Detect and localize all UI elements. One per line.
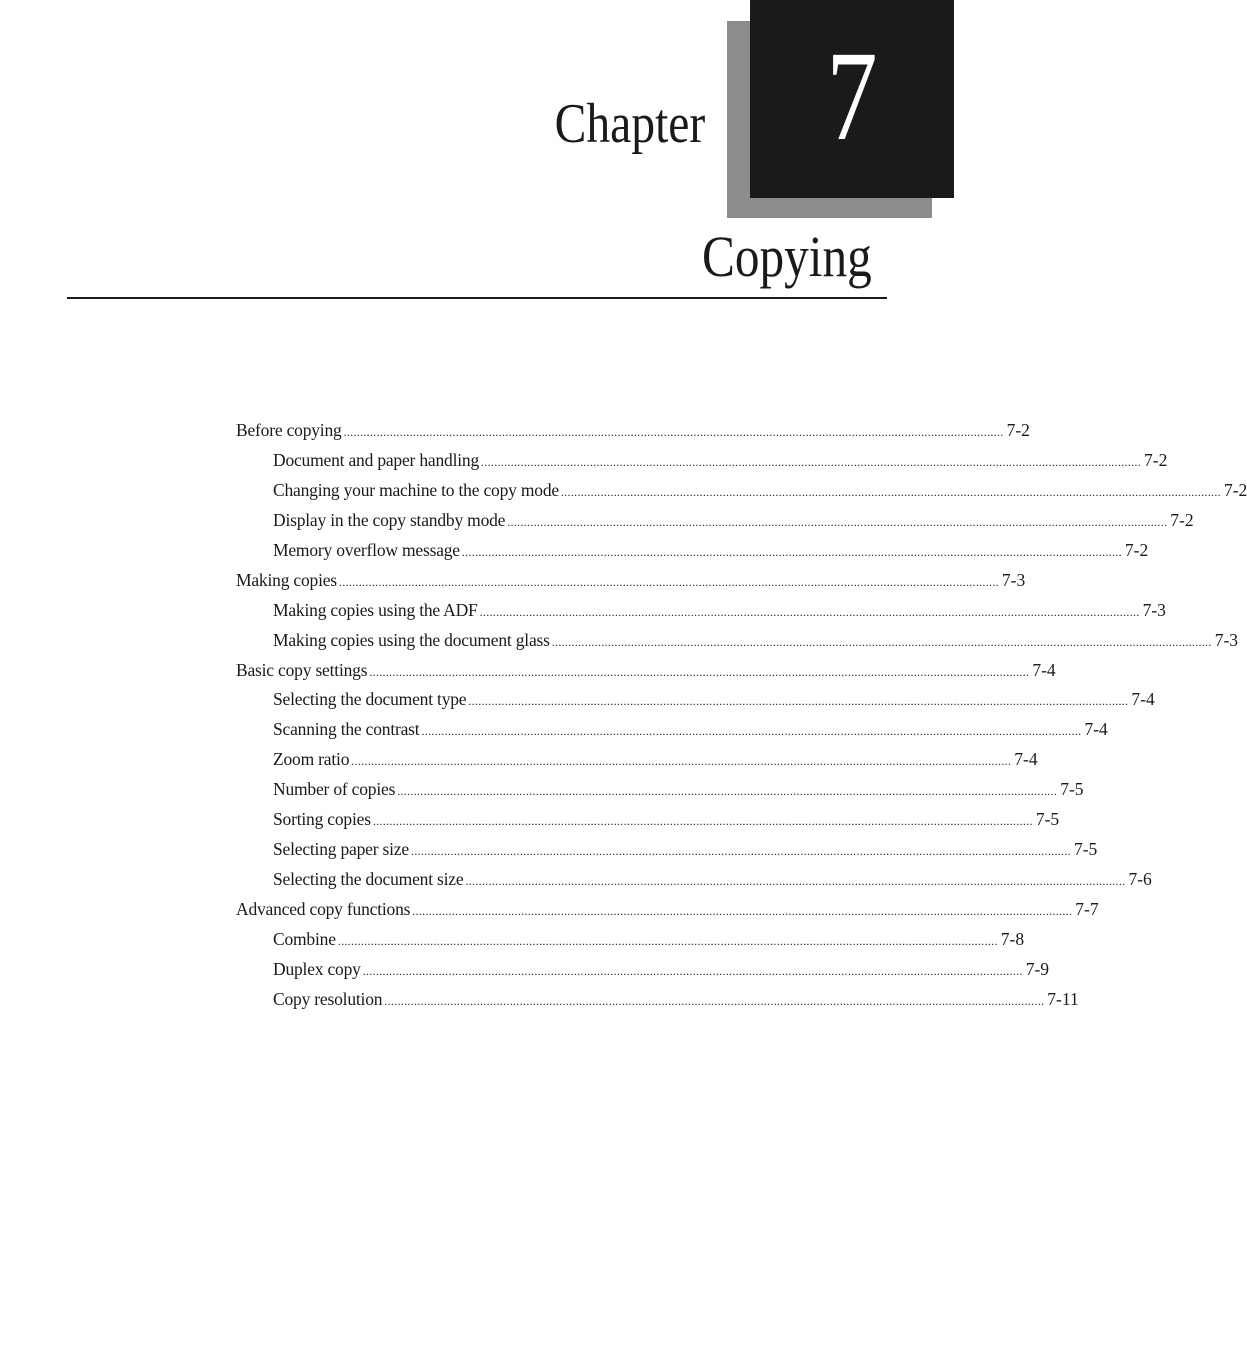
toc-entry-page: 7-2 — [1006, 420, 1030, 440]
toc-leader-dots: ........................................................................................................................................................................................................ — [412, 904, 1073, 918]
title-divider — [67, 297, 887, 299]
toc-entry[interactable] — [236, 479, 1247, 510]
chapter-number: 7 — [826, 25, 878, 167]
toc-entry-title: Document and paper handling — [273, 449, 479, 470]
toc-leader-dots: ........................................................................................................................................................................................................ — [372, 814, 1033, 829]
toc-entry-page: 7-5 — [1035, 809, 1060, 830]
toc-entry-page: 7-5 — [1073, 839, 1098, 860]
toc-entry-page: 7-3 — [1001, 569, 1026, 590]
toc-entry-title: Before copying — [236, 420, 342, 440]
toc-leader-dots: ........................................................................................................................................................................................................ — [369, 664, 1030, 679]
toc-entry-title: Zoom ratio — [273, 749, 350, 770]
toc-leader-dots: ........................................................................................................................................................................................................ — [560, 484, 1221, 499]
toc-leader-dots: ........................................................................................................................................................................................................ — [421, 724, 1082, 739]
toc-entry-page: 7-9 — [1025, 958, 1050, 979]
toc-entry-title: Changing your machine to the copy mode — [273, 479, 559, 500]
toc-entry-page: 7-8 — [1000, 928, 1025, 949]
toc-entry-page: 7-5 — [1060, 779, 1084, 800]
chapter-label: Chapter — [554, 93, 705, 155]
toc-entry-page: 7-4 — [1014, 749, 1038, 770]
toc-entry-title: Making copies using the ADF — [273, 599, 478, 620]
toc-entry[interactable] — [236, 569, 1026, 600]
toc-leader-dots: ........................................................................................................................................................................................................ — [384, 993, 1045, 1008]
toc-entry[interactable] — [236, 449, 1168, 480]
toc-entry-page: 7-7 — [1075, 899, 1099, 919]
chapter-number-box — [750, 0, 954, 198]
toc-entry-title: Duplex copy — [273, 958, 361, 979]
toc-entry[interactable] — [236, 839, 1098, 869]
toc-entry[interactable] — [236, 958, 1050, 989]
toc-entry-page: 7-3 — [1142, 599, 1166, 620]
toc-entry-title: Number of copies — [273, 779, 396, 800]
toc-entry[interactable] — [236, 420, 1030, 450]
toc-entry-page: 7-4 — [1084, 719, 1108, 740]
toc-entry-page: 7-2 — [1223, 479, 1247, 500]
toc-leader-dots: ........................................................................................................................................................................................................ — [461, 544, 1122, 559]
toc-entry[interactable] — [236, 629, 1239, 660]
toc-entry-title: Memory overflow message — [273, 539, 460, 560]
toc-entry-title: Selecting the document type — [273, 689, 467, 710]
toc-leader-dots: ........................................................................................................................................................................................................ — [343, 425, 1004, 439]
toc-entry[interactable] — [236, 809, 1060, 839]
toc-entry-title: Selecting paper size — [273, 839, 409, 860]
toc-leader-dots: ........................................................................................................................................................................................................ — [507, 514, 1168, 529]
toc-entry[interactable] — [236, 749, 1038, 779]
toc-entry-title: Scanning the contrast — [273, 719, 420, 740]
toc-entry[interactable] — [236, 899, 1099, 929]
toc-entry-page: 7-4 — [1131, 689, 1155, 710]
toc-leader-dots: ........................................................................................................................................................................................................ — [465, 874, 1126, 889]
toc-entry-page: 7-2 — [1144, 449, 1168, 470]
toc-entry[interactable] — [236, 779, 1084, 809]
toc-entry[interactable] — [236, 509, 1194, 540]
toc-leader-dots: ........................................................................................................................................................................................................ — [551, 634, 1212, 649]
toc-leader-dots: ........................................................................................................................................................................................................ — [410, 844, 1071, 859]
toc-leader-dots: ........................................................................................................................................................................................................ — [351, 754, 1012, 769]
toc-leader-dots: ........................................................................................................................................................................................................ — [468, 694, 1129, 709]
toc-entry-page: 7-6 — [1128, 869, 1152, 890]
toc-entry-title: Combine — [273, 928, 336, 949]
toc-entry-title: Display in the copy standby mode — [273, 509, 506, 530]
toc-entry[interactable] — [236, 928, 1025, 959]
toc-entry-page: 7-3 — [1214, 629, 1239, 650]
toc-entry-title: Making copies — [236, 569, 337, 590]
toc-entry-title: Basic copy settings — [236, 659, 368, 680]
toc-entry[interactable] — [236, 539, 1149, 570]
toc-entry-page: 7-4 — [1032, 659, 1056, 680]
toc-leader-dots: ........................................................................................................................................................................................................ — [338, 574, 999, 589]
toc-entry[interactable] — [236, 689, 1155, 719]
toc-leader-dots: ........................................................................................................................................................................................................ — [481, 454, 1141, 469]
toc-entry-title: Copy resolution — [273, 988, 383, 1009]
toc-entry[interactable] — [236, 659, 1056, 690]
toc-entry[interactable] — [236, 988, 1079, 1019]
toc-entry-page: 7-2 — [1170, 509, 1194, 530]
toc-leader-dots: ........................................................................................................................................................................................................ — [397, 784, 1058, 799]
toc-entry-title: Selecting the document size — [273, 869, 464, 890]
toc-leader-dots: ........................................................................................................................................................................................................ — [362, 963, 1023, 978]
toc-entry[interactable] — [236, 719, 1108, 749]
toc-entry-title: Sorting copies — [273, 809, 371, 830]
chapter-title: Copying — [702, 224, 872, 289]
toc-entry-title: Making copies using the document glass — [273, 629, 550, 650]
toc-entry-page: 7-11 — [1047, 988, 1079, 1009]
toc-leader-dots: ........................................................................................................................................................................................................ — [479, 604, 1140, 619]
toc-entry[interactable] — [236, 599, 1166, 630]
toc-entry[interactable] — [236, 869, 1152, 899]
toc-leader-dots: ........................................................................................................................................................................................................ — [337, 933, 998, 948]
table-of-contents — [236, 420, 1247, 1019]
toc-entry-title: Advanced copy functions — [236, 899, 411, 919]
toc-entry-page: 7-2 — [1124, 539, 1149, 560]
